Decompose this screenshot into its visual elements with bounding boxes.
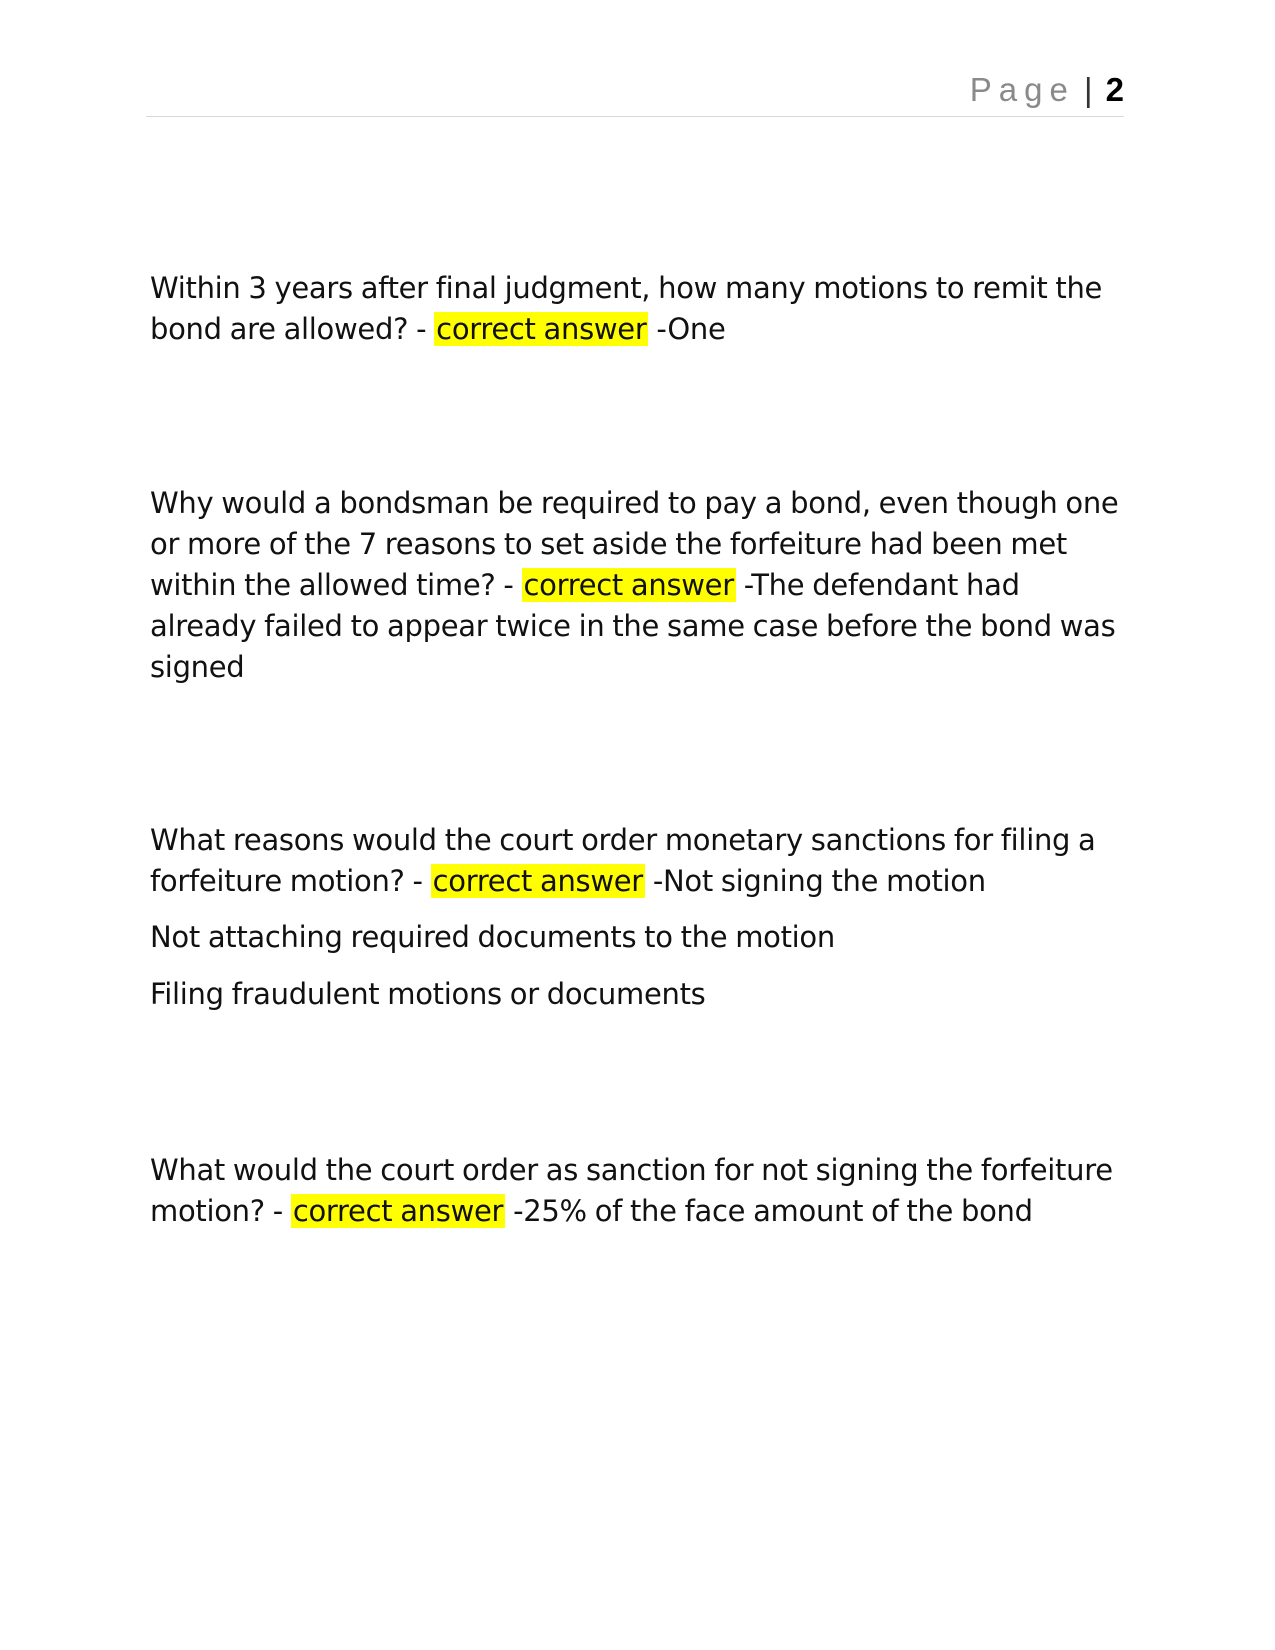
correct-answer-highlight: correct answer	[523, 568, 734, 602]
answer-text: -25% of the face amount of the bond	[505, 1194, 1033, 1228]
answer-text: -The defendant had already failed to appear twice in the same case before the bond was signed	[150, 568, 1116, 684]
question-text: What would the court order as sanction for not signing the forfeiture motion? -	[150, 1153, 1113, 1228]
answer-line: Not attaching required documents to the motion	[150, 920, 835, 954]
page-separator: |	[1083, 71, 1093, 108]
answer-line: Filing fraudulent motions or documents	[150, 977, 706, 1011]
correct-answer-highlight: correct answer	[436, 312, 647, 346]
qa-item	[150, 483, 1130, 688]
qa-item	[150, 820, 1130, 1015]
page-number: 2	[1105, 71, 1124, 108]
qa-item	[150, 268, 1130, 350]
page-header	[146, 70, 1124, 117]
question-text: Why would a bondsman be required to pay a bond, even though one or more of the 7 reasons to set aside the forfeiture had been met within the allowed time? -	[150, 486, 1119, 602]
answer-text: -Not signing the motion	[644, 864, 986, 898]
correct-answer-highlight: correct answer	[292, 1194, 504, 1228]
question-text: What reasons would the court order monetary sanctions for filing a forfeiture motion? -	[150, 823, 1096, 898]
page-label: Page	[969, 71, 1075, 108]
qa-item	[150, 1150, 1130, 1232]
question-text: Within 3 years after final judgment, how many motions to remit the bond are allowed? -	[150, 271, 1103, 346]
answer-text: -One	[648, 312, 726, 346]
correct-answer-highlight: correct answer	[432, 864, 643, 898]
